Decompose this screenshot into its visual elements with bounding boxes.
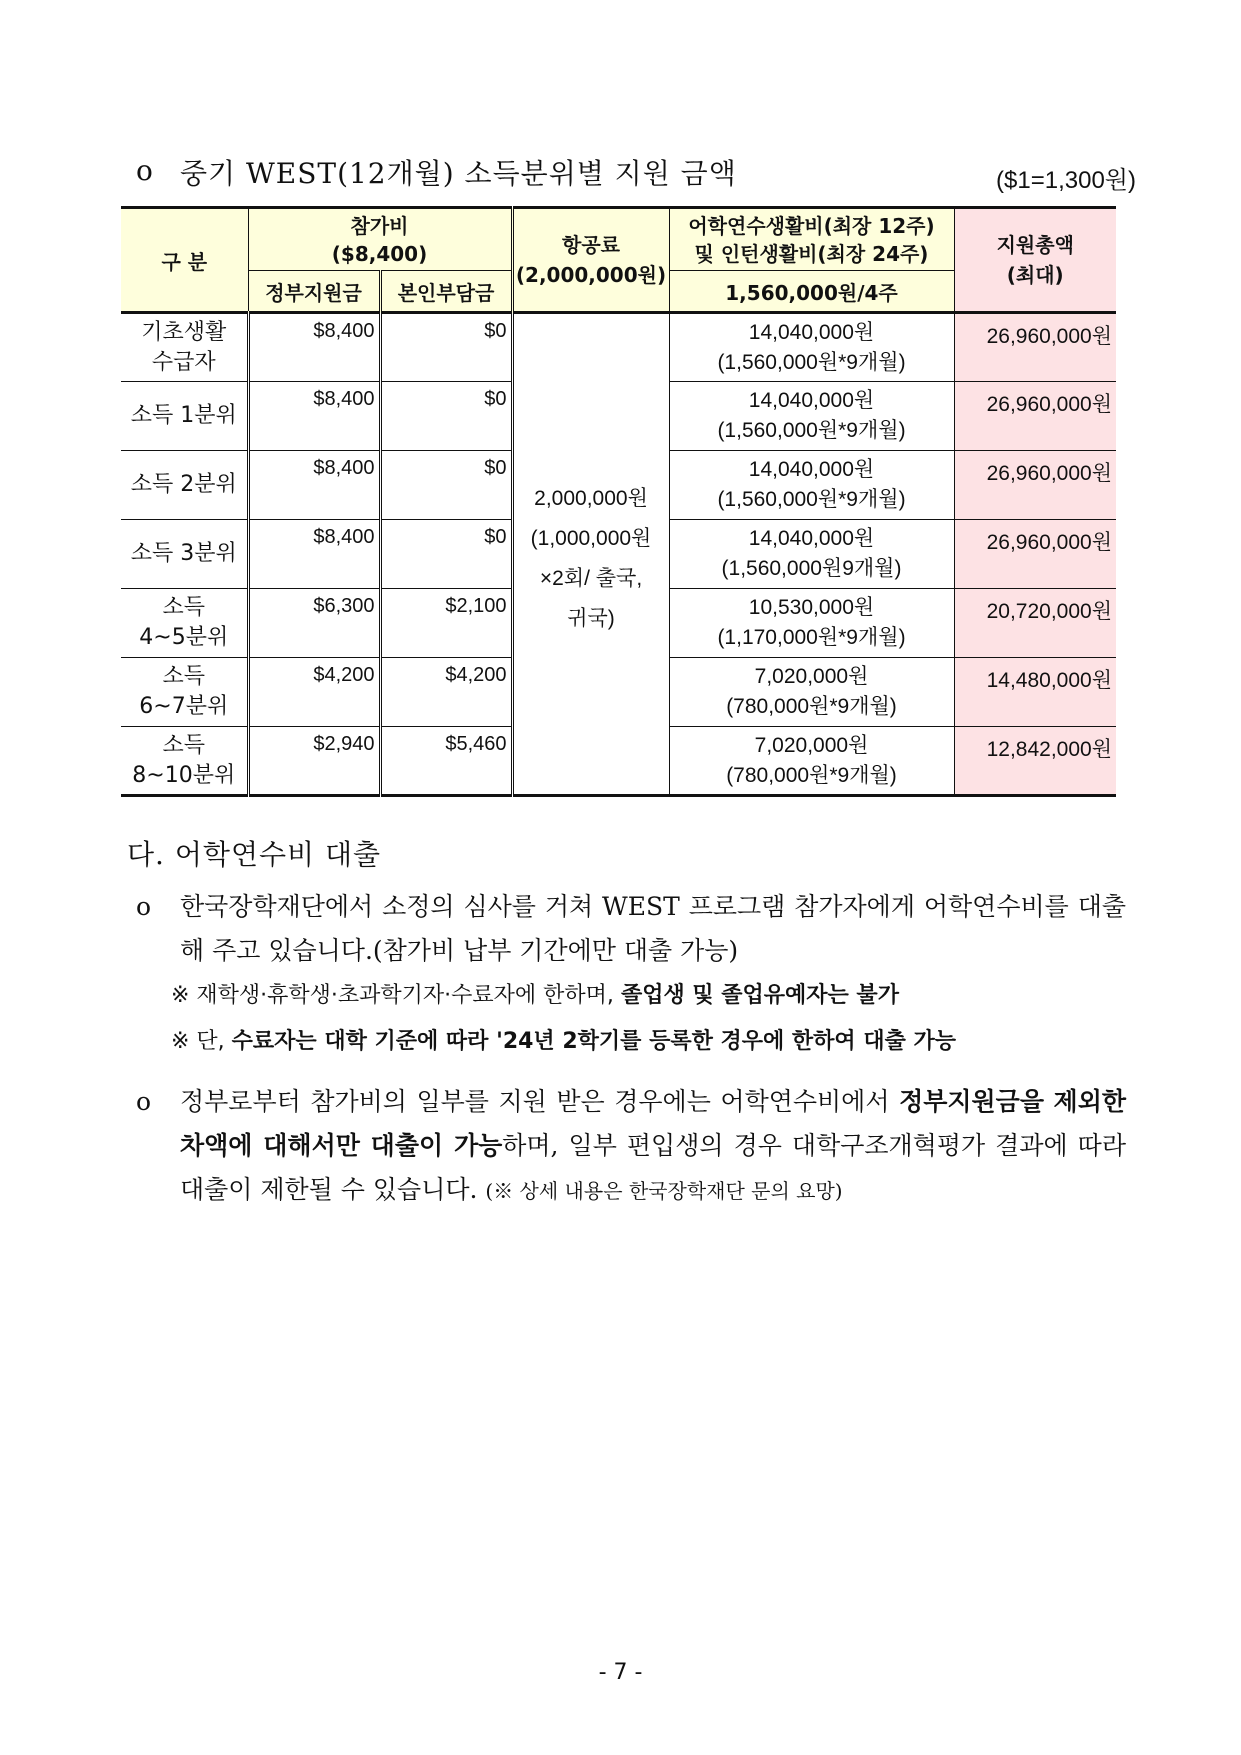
- header-total-line2: (최대): [1006, 263, 1064, 287]
- para2-small-note: (※ 상세 내용은 한국장학재단 문의 요망): [485, 1179, 843, 1203]
- exchange-rate: ($1=1,300원): [996, 167, 1136, 194]
- living-value: 7,020,000원 (780,000원*9개월): [669, 658, 954, 727]
- note-1: [171, 976, 899, 1016]
- header-airfare: [512, 208, 669, 313]
- row-label: 소득 6~7분위: [121, 658, 248, 727]
- header-fee-amount: ($8,400): [331, 241, 428, 266]
- gov-support-value: $8,400: [248, 382, 380, 451]
- heading-bullet: o: [136, 154, 153, 187]
- gov-support-value: $8,400: [248, 451, 380, 520]
- header-living-line2: 및 인턴생활비(최장 24주): [694, 241, 929, 266]
- header-category: 구 분: [121, 208, 248, 313]
- row-label: 소득 2분위: [121, 451, 248, 520]
- airfare-line2: (1,000,000원: [530, 527, 652, 550]
- total-value: 12,842,000원: [954, 727, 1116, 796]
- note2-bold: 수료자는 대학 기준에 따라 '24년 2학기를 등록한 경우에 한하여 대출 가능: [231, 1029, 956, 1054]
- total-value: 26,960,000원: [954, 313, 1116, 382]
- gov-support-value: $8,400: [248, 313, 380, 382]
- total-value: 26,960,000원: [954, 451, 1116, 520]
- header-total-line1: 지원총액: [996, 233, 1074, 257]
- para2-bold-2: 제외한 차액에 대해서만 대출이 가능: [180, 1087, 1126, 1160]
- self-pay-value: $0: [380, 451, 512, 520]
- row-label: 소득 3분위: [121, 520, 248, 589]
- self-pay-value: $0: [380, 520, 512, 589]
- living-value: 10,530,000원 (1,170,000원*9개월): [669, 589, 954, 658]
- living-value: 14,040,000원 (1,560,000원9개월): [669, 520, 954, 589]
- table-heading: [136, 152, 1136, 196]
- total-value: 20,720,000원: [954, 589, 1116, 658]
- airfare-merged-cell: [512, 313, 669, 796]
- total-value: 14,480,000원: [954, 658, 1116, 727]
- airfare-line4: 귀국): [567, 607, 615, 630]
- living-value: 7,020,000원 (780,000원*9개월): [669, 727, 954, 796]
- gov-support-value: $4,200: [248, 658, 380, 727]
- heading-title: 중기 WEST(12개월) 소득분위별 지원 금액: [180, 157, 737, 190]
- note2-plain: ※ 단,: [171, 1029, 232, 1054]
- note-2: [171, 1022, 956, 1062]
- airfare-line1: 2,000,000원: [534, 487, 648, 510]
- header-total: [954, 208, 1116, 313]
- gov-support-value: $2,940: [248, 727, 380, 796]
- header-self-pay: 본인부담금: [380, 271, 512, 313]
- para2-bold-1: 정부지원금을: [899, 1087, 1044, 1116]
- support-amount-table: [121, 206, 1116, 797]
- header-fee: [248, 208, 512, 271]
- header-airfare-title: 항공료: [562, 233, 620, 257]
- living-value: 14,040,000원 (1,560,000원*9개월): [669, 451, 954, 520]
- airfare-line3: ×2회/ 출국,: [539, 567, 643, 590]
- row-label: 소득 8~10분위: [121, 727, 248, 796]
- gov-support-value: $8,400: [248, 520, 380, 589]
- header-gov-support: 정부지원금: [248, 271, 380, 313]
- header-fee-title: 참가비: [350, 213, 409, 238]
- header-airfare-amount: (2,000,000원): [515, 263, 667, 287]
- para2-text-a: 정부로부터 참가비의 일부를 지원 받은 경우에는 어학연수비에서: [180, 1087, 900, 1116]
- table-row: [121, 313, 1116, 382]
- para2-text: [180, 1080, 1126, 1213]
- loan-paragraph-1: [136, 885, 1126, 973]
- para2-text-b: 하며, 일부 편입생의 경우 대학구조개혁평가 결과에 따라 대출이 제한될 수 있습니다.: [180, 1131, 1126, 1204]
- header-living-line1: 어학연수생활비(최장 12주): [688, 213, 935, 238]
- living-value: 14,040,000원 (1,560,000원*9개월): [669, 382, 954, 451]
- self-pay-value: $0: [380, 382, 512, 451]
- total-value: 26,960,000원: [954, 382, 1116, 451]
- note1-plain: ※ 재학생·휴학생·초과학기자·수료자에 한하며,: [171, 983, 621, 1008]
- row-label: 소득 1분위: [121, 382, 248, 451]
- living-value: 14,040,000원 (1,560,000원*9개월): [669, 313, 954, 382]
- page-number: - 7 -: [598, 1660, 643, 1685]
- header-living-rate: 1,560,000원/4주: [669, 271, 954, 313]
- self-pay-value: $5,460: [380, 727, 512, 796]
- gov-support-value: $6,300: [248, 589, 380, 658]
- self-pay-value: $2,100: [380, 589, 512, 658]
- row-label: 기초생활 수급자: [121, 313, 248, 382]
- loan-paragraph-2: [136, 1080, 1126, 1213]
- self-pay-value: $0: [380, 313, 512, 382]
- para2-bullet: o: [136, 1087, 152, 1116]
- row-label: 소득 4~5분위: [121, 589, 248, 658]
- section-title: 다. 어학연수비 대출: [127, 838, 382, 871]
- total-value: 26,960,000원: [954, 520, 1116, 589]
- self-pay-value: $4,200: [380, 658, 512, 727]
- para1-bullet: o: [136, 892, 152, 921]
- para1-text: 한국장학재단에서 소정의 심사를 거쳐 WEST 프로그램 참가자에게 어학연수비를 대출해 주고 있습니다.(참가비 납부 기간에만 대출 가능): [180, 892, 1126, 965]
- header-living: [669, 208, 954, 271]
- note1-bold: 졸업생 및 졸업유예자는 불가: [620, 983, 899, 1008]
